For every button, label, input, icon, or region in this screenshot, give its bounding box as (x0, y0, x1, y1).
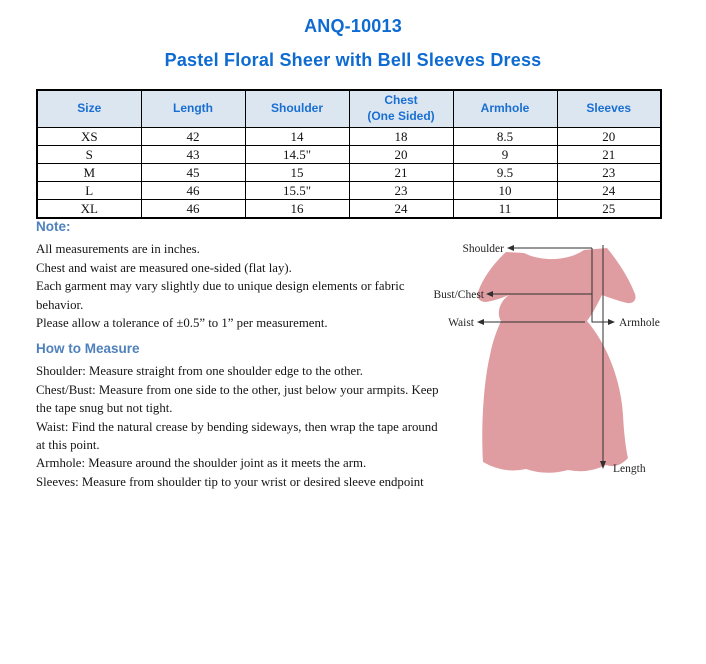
length-label: Length (613, 463, 646, 475)
shoulder-label: Shoulder (462, 243, 504, 255)
cell-armhole: 11 (453, 200, 557, 219)
measurement-diagram (430, 233, 706, 499)
cell-armhole: 9 (453, 146, 557, 164)
cell-shoulder: 15.5" (245, 182, 349, 200)
note-line: Each garment may vary slightly due to unique design elements or fabric behavior. (36, 279, 405, 312)
armhole-arrowhead-icon (608, 319, 615, 325)
cell-chest: 24 (349, 200, 453, 219)
cell-armhole: 8.5 (453, 128, 557, 146)
note-line: Please allow a tolerance of ±0.5” to 1” per measurement. (36, 316, 328, 331)
measure-line: Shoulder: Measure straight from one shoulder edge to the other. (36, 364, 363, 379)
column-header-length: Length (141, 90, 245, 128)
cell-length: 46 (141, 200, 245, 219)
how-to-measure-section (36, 340, 450, 491)
cell-shoulder: 14 (245, 128, 349, 146)
measure-line: Chest/Bust: Measure from one side to the other, just below your armpits. Keep the tape snug but not tight. (36, 382, 439, 416)
column-header-armhole: Armhole (453, 90, 557, 128)
cell-chest: 20 (349, 146, 453, 164)
table-row (37, 128, 661, 146)
column-header-shoulder: Shoulder (245, 90, 349, 128)
table-row (37, 182, 661, 200)
column-header-chest: Chest (One Sided) (349, 90, 453, 128)
column-header-sleeves: Sleeves (557, 90, 661, 128)
note-line: All measurements are in inches. (36, 242, 200, 257)
waist-label: Waist (448, 317, 474, 329)
cell-sleeves: 24 (557, 182, 661, 200)
cell-size: M (37, 164, 141, 182)
armhole-label: Armhole (619, 317, 660, 329)
cell-size: XL (37, 200, 141, 219)
table-header-row (37, 90, 661, 128)
cell-chest: 18 (349, 128, 453, 146)
cell-length: 45 (141, 164, 245, 182)
cell-shoulder: 15 (245, 164, 349, 182)
size-chart-table (36, 89, 662, 219)
cell-sleeves: 23 (557, 164, 661, 182)
table-row (37, 200, 661, 219)
measure-line: Armhole: Measure around the shoulder joint as it meets the arm. (36, 456, 367, 471)
cell-length: 42 (141, 128, 245, 146)
cell-armhole: 9.5 (453, 164, 557, 182)
measure-line: Sleeves: Measure from shoulder tip to your wrist or desired sleeve endpoint (36, 474, 424, 489)
product-name-title: Pastel Floral Sheer with Bell Sleeves Dress (164, 50, 542, 70)
cell-size: XS (37, 128, 141, 146)
cell-shoulder: 14.5" (245, 146, 349, 164)
note-line: Chest and waist are measured one-sided (flat lay). (36, 260, 292, 275)
cell-size: L (37, 182, 141, 200)
column-header-size: Size (37, 90, 141, 128)
cell-armhole: 10 (453, 182, 557, 200)
table-row (37, 146, 661, 164)
cell-sleeves: 21 (557, 146, 661, 164)
cell-chest: 23 (349, 182, 453, 200)
shoulder-arrowhead-icon (507, 245, 514, 251)
product-code-title: ANQ-10013 (304, 16, 402, 36)
cell-sleeves: 25 (557, 200, 661, 219)
cell-shoulder: 16 (245, 200, 349, 219)
dress-silhouette (477, 248, 635, 473)
note-section (36, 218, 450, 332)
measure-line: Waist: Find the natural crease by bending sideways, then wrap the tape around at this point. (36, 419, 438, 453)
bust-chest-label: Bust/Chest (433, 289, 484, 301)
cell-length: 46 (141, 182, 245, 200)
cell-sleeves: 20 (557, 128, 661, 146)
note-heading: Note: (36, 219, 71, 234)
table-row (37, 164, 661, 182)
waist-arrowhead-icon (477, 319, 484, 325)
cell-length: 43 (141, 146, 245, 164)
cell-size: S (37, 146, 141, 164)
how-to-measure-heading: How to Measure (36, 341, 140, 356)
cell-chest: 21 (349, 164, 453, 182)
